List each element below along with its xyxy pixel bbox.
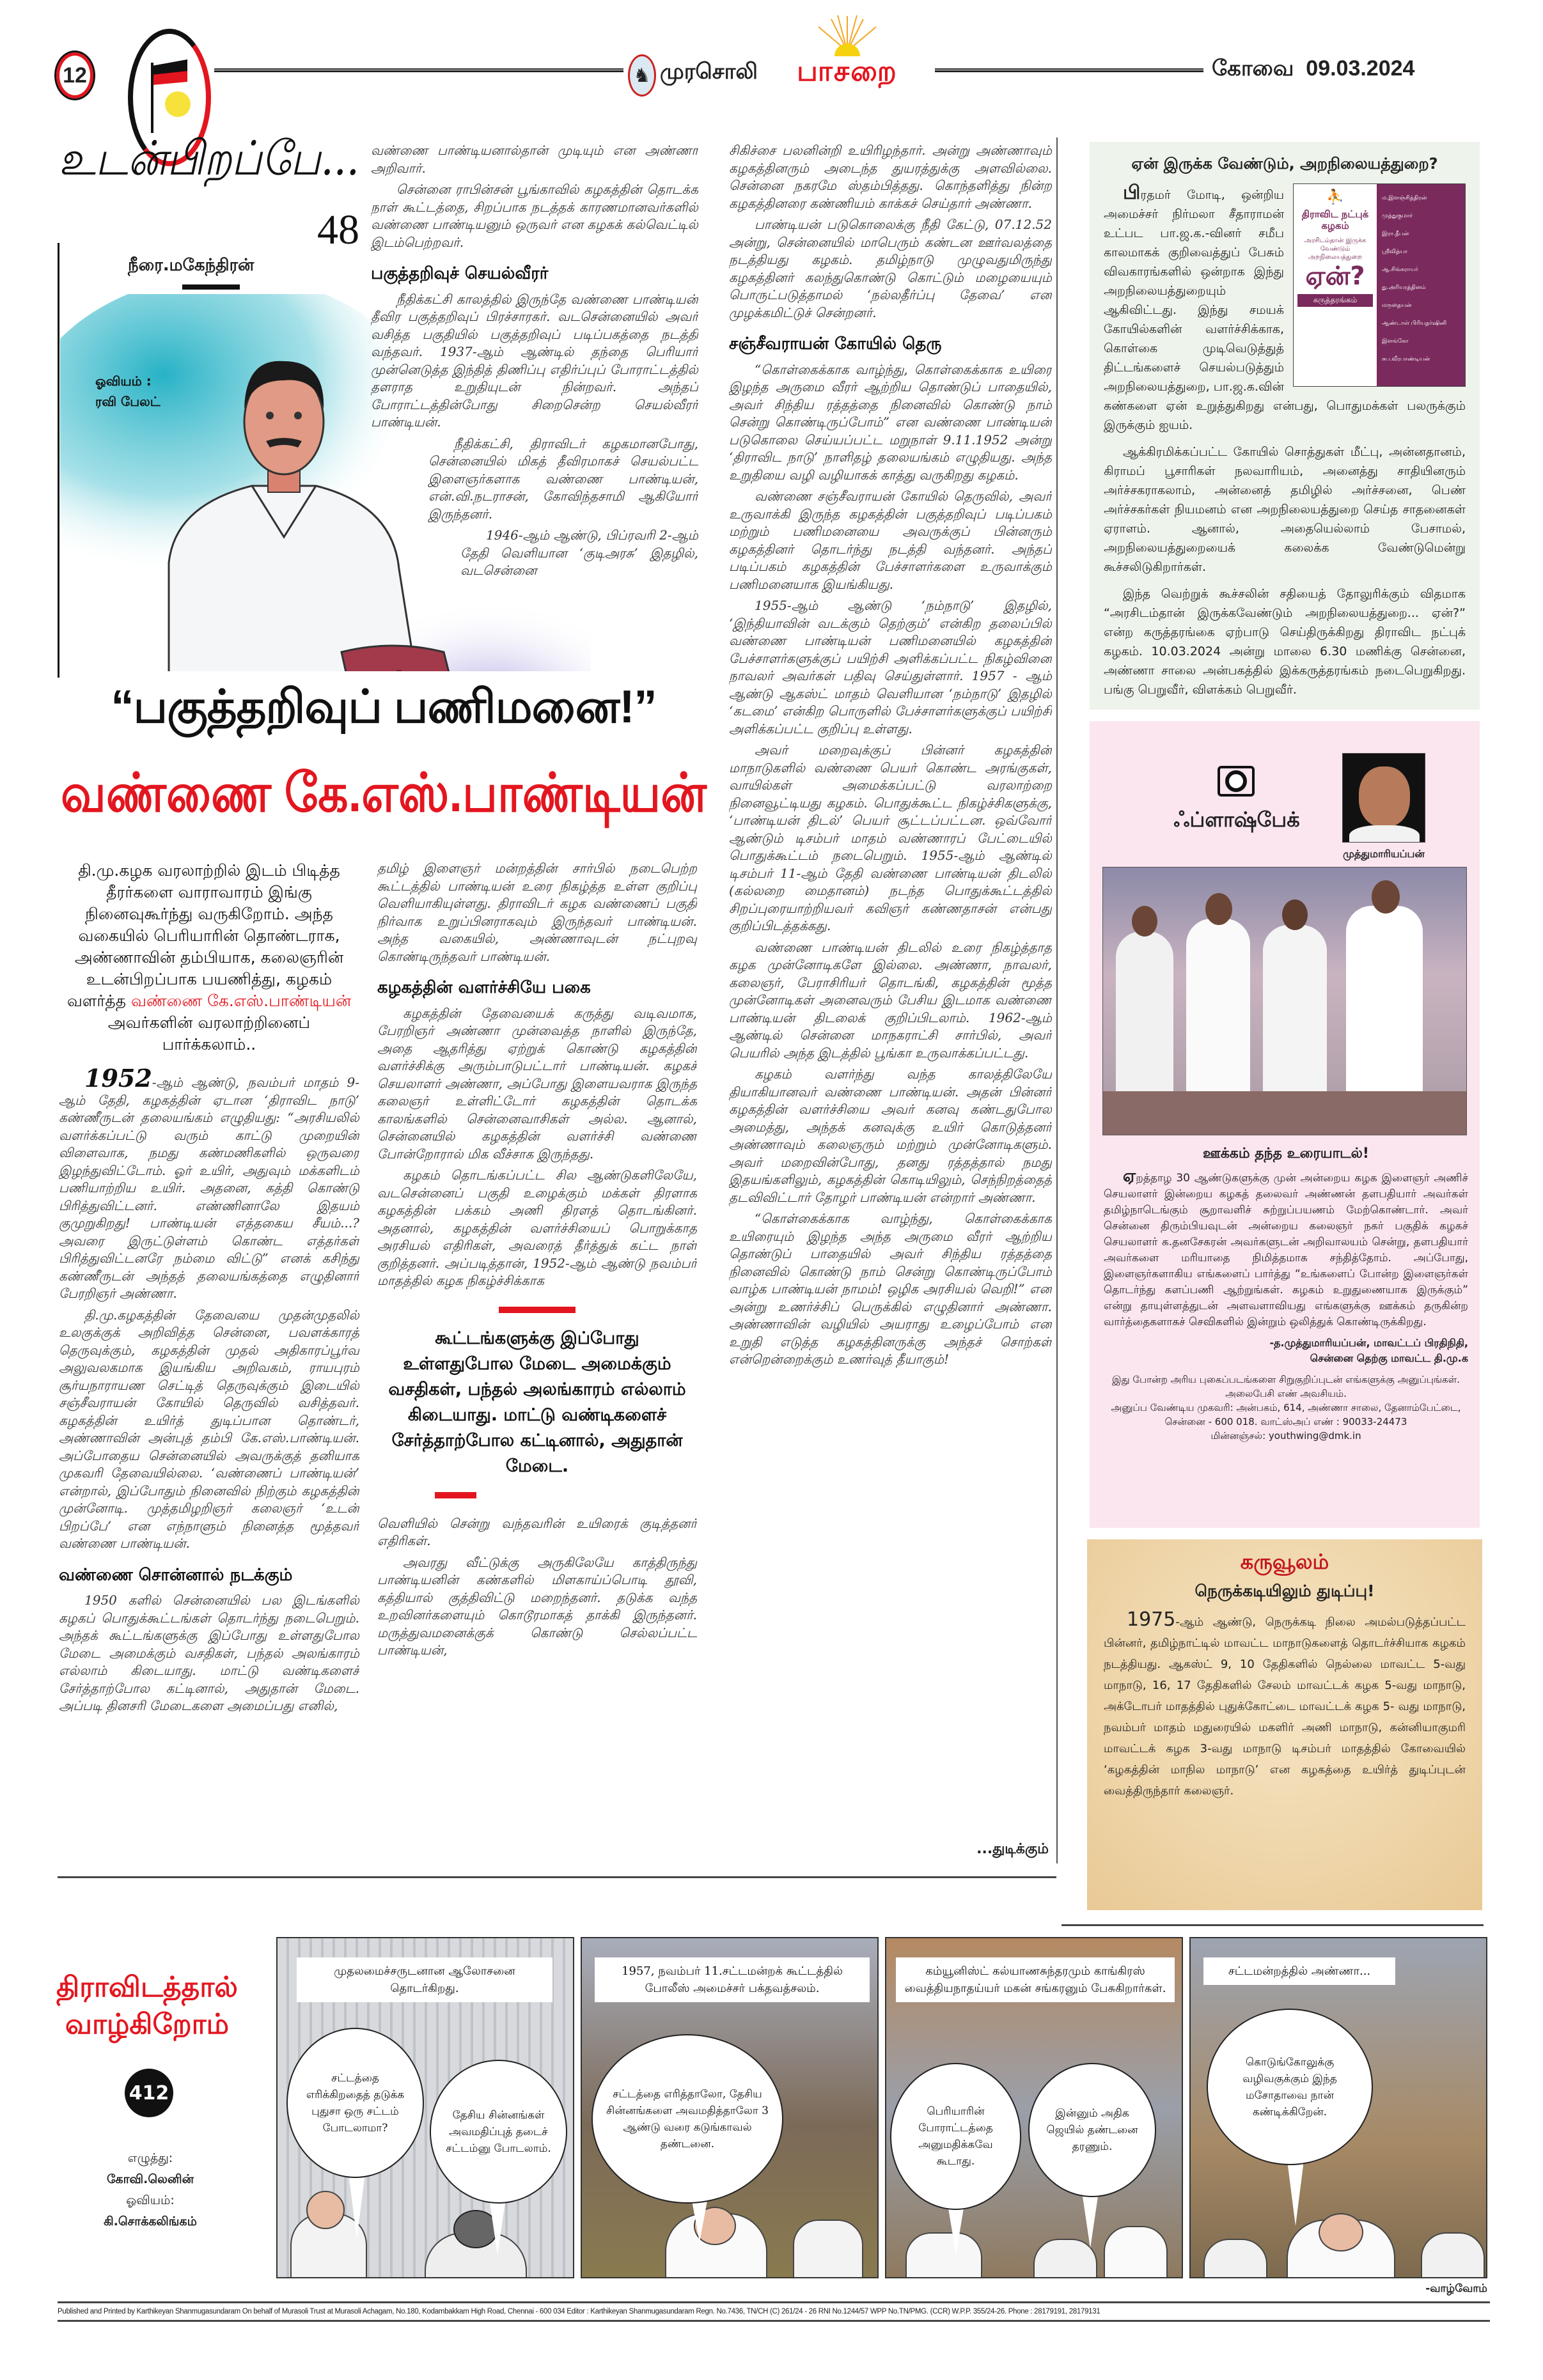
paper-name: முரசொலி <box>660 59 758 84</box>
intro-highlight: வண்ணை கே.எஸ்.பாண்டியன் <box>130 992 352 1010</box>
subheading: வண்ணை சொன்னால் நடக்கும் <box>59 1565 293 1585</box>
intro-blurb <box>59 860 359 1055</box>
article-column-2-flow <box>377 860 697 1870</box>
imprint-footer <box>58 2301 1490 2322</box>
paragraph-text: -ஆம் ஆண்டு, நவம்பர் மாதம் 9-ஆம் தேதி, கழகத்தின் ஏடான ‘திராவிட நாடு’ கண்ணீருடன் தலையங்கம் எழுதியது: “அரசியலில் வளர்க்கப்பட்டு வரும் காட்டு முறையின் விளைவாக, நமது கண்மணிகளில் ஒருவரை இழந்துவிட்டோம். ஓர் உயிர், அதுவும் மக்களிடம் பணியாற்றிய உயிர். அதனை, கத்தி கொண்டு பிரித்துவிட்டனர். எண்ணினாலே இதயம் குமுறுகிறது! பாண்டியன் எத்தகைய சீயம்...? அவரை இருட்டுள்ளம் கொண்ட எத்தர்கள் பிரித்துவிட்டனரே நம்மை விட்டு” எனக் கசிந்து கண்ணீருடன் அந்தத் தலையங்கத்தை எழுதினார் பேரறிஞர் அண்ணா. <box>59 1075 359 1301</box>
panel-caption: 1957, நவம்பர் 11.சட்டமன்றக் கூட்டத்தில் போலீஸ் அமைச்சர் பக்தவத்சலம். <box>595 1957 870 2002</box>
episode-number: 48 <box>317 206 359 253</box>
pullquote-rule-top <box>499 1307 576 1313</box>
poster-speaker: து.அரியரத்தினம் <box>1382 284 1426 291</box>
date: 09.03.2024 <box>1306 56 1415 81</box>
signature-line: -த.முத்துமாரியப்பன், மாவட்டப் பிரதிநிதி, <box>1269 1337 1468 1349</box>
flashback-signature <box>1104 1335 1468 1366</box>
paragraph: தமிழ் இளைஞர் மன்றத்தின் சார்பில் நடைபெற்ற கூட்டத்தில் பாண்டியன் உரை நிகழ்த்த உள்ள குறிப்பு வெளியாகியுள்ளது. திராவிடர் கழக வண்ணைப் பகுதி நிர்வாக உறுப்பினராகவும் இருந்தவர் பாண்டியன். அந்த வகையில், அண்ணாவுடன் நட்புறவு கொண்டிருந்தவர் பாண்டியன். <box>377 860 697 964</box>
hrce-box <box>1090 142 1480 710</box>
episode-badge <box>125 2069 173 2117</box>
paragraph: பாண்டியன் படுகொலைக்கு நீதி கேட்டு, 07.12.52 அன்று, சென்னையில் மாபெரும் கண்டன ஊர்வலத்தை நடத்தியது கழகம். தமிழ்நாடு முழுவதுமிருந்து கழகத்தினர் கலந்துகொண்டு கொட்டும் மழையையும் பொருட்படுத்தாமல் ‘நல்லதீர்ப்பு தேவை’ என முழக்கமிட்டுச் சென்றனர். <box>729 217 1052 320</box>
paragraph: கழகம் வளர்ந்து வந்த காலத்திலேயே தியாகியானவர் வண்ணை பாண்டியன். அதன் பின்னர் கழகத்தின் வளர்ச்சியை அவர் கனவு கண்டதுபோல அமைத்து, அந்தக் கனவுக்கு உயிர் கொடுத்தனர் அண்ணாவும் கலைஞரும் மற்றும் முன்னோடிகளும். அவர் மறைவின்போது, தனது ரத்தத்தால் நமது இதயங்களிலும், கழகத்தின் கொடியிலும், செந்நிறத்தைத் தடவிவிட்டார் தோழர் பாண்டியன் என்றார் அண்ணா. <box>729 1066 1052 1205</box>
speech-bubble: தேசிய சின்னங்கள் அவமதிப்புத் தடைச் சட்டம்னு போடலாம். <box>430 2060 567 2204</box>
article-column-3 <box>729 142 1052 1836</box>
edition-date <box>1212 56 1484 84</box>
paragraph: 1955-ஆம் ஆண்டு ‘நம்நாடு’ இதழில், ‘இந்தியாவின் வடக்கும் தெற்கும்’ என்கிற தலைப்பில் வண்ணை பாண்டியன் பணிமனையில் கழகத்தின் பேச்சாளர்களுக்குப் பயிற்சி அளிக்கப்பட்ட நிகழ்வினை நாவலர் அவர்கள் பதிவு செய்துள்ளார். 1957 - ஆம் ஆண்டு ஆகஸ்ட் மாதம் வெளியான ‘நம்நாடு’ இதழில் ‘கடமை’ என்கிற பொருளில் பேச்சாளர்களுக்குப் பயிற்சி அளிக்கப்பட்ட குறிப்பு உள்ளது. <box>729 598 1052 736</box>
comic-figure <box>905 2232 982 2278</box>
comic-continued: -வாழ்வோம் <box>1425 2282 1487 2295</box>
pullquote: கூட்டங்களுக்கு இப்போது உள்ளதுபோல மேடை அமைக்கும் வசதிகள், பந்தல் அலங்காரம் எல்லாம் கிடையாது. மாட்டு வண்டிகளைச் சேர்த்தாற்போல கட்டினால், அதுதான் மேடை. <box>388 1328 686 1476</box>
comic-figure-head <box>453 2210 498 2248</box>
flashback-story <box>1104 1169 1468 1330</box>
article-column-2-top <box>371 142 698 669</box>
paragraph: சிகிச்சை பலனின்றி உயிரிழந்தார். அன்று அண்ணாவும் கழகத்தினரும் அடைந்த துயரத்துக்கு அளவில்லை. சென்னை நகரமே ஸ்தம்பித்தது. கொந்தளித்து நின்ற கழகத்தினரை கண்ணியம் காக்கச் செய்தார் அண்ணா. <box>729 143 1052 211</box>
poster-event: கருத்தரங்கம் <box>1297 294 1373 307</box>
mailing-address: அனுப்ப வேண்டிய முகவரி: அன்பகம், 614, அண்ணா சாலை, தேனாம்பேட்டை, சென்னை - 600 018. வாட்ஸ்அப் எண் : 90033-24473 <box>1111 1402 1461 1427</box>
byline-rule <box>182 284 240 290</box>
poster-speaker: ம.இளஞ்சித்திரன் <box>1382 195 1427 201</box>
page-number-badge <box>56 52 93 98</box>
paragraph: 1946-ஆம் ஆண்டு, பிப்ரவரி 2-ஆம் தேதி வெளியான ‘குடிஅரசு’ இதழில், வடசென்னை <box>460 527 698 578</box>
paragraph: இந்த வெற்றுக் கூச்சலின் சதியைத் தோலுரிக்கும் விதமாக “அரசிடம்தான் இருக்கவேண்டும் அறநிலையத்துறை... ஏன்?” என்ற கருத்தரங்கை ஏற்பாடு செய்திருக்கிறது திராவிட நட்புக் கழகம். 10.03.2024 அன்று மாலை 6.30 மணிக்கு சென்னை, அண்ணா சாலை அன்பகத்தில் இக்கருத்தரங்கம் நடைபெறுகிறது. பங்கு பெறுவீர், விளக்கம் பெறுவீர். <box>1104 587 1466 697</box>
speech-bubble: இன்னும் அதிக ஜெயில் தண்டனை தரணும். <box>1028 2063 1156 2197</box>
comic-figure <box>1421 2232 1485 2278</box>
illustration-frame-line <box>58 243 59 678</box>
column-divider <box>1056 137 1058 1863</box>
intro-text: தி.மு.கழக வரலாற்றில் இடம் பிடித்த தீரர்களை வாராவாரம் இங்கு நினைவுகூர்ந்து வருகிறோம். அந்த வகையில் பெரியாரின் தொண்டராக, அண்ணாவின் தம்பியாக, கலைஞரின் உடன்பிறப்பாக பயணித்து, கழகம் வளர்த்த <box>67 861 344 1010</box>
poster-tagline: அரசிடம்தான் இருக்க வேண்டும் அறநிலையத்துறை <box>1304 237 1367 261</box>
paragraph: நீதிக்கட்சி, திராவிடர் கழகமானபோது, சென்னையில் மிகத் தீவிரமாகச் செயல்பட்ட இளைஞர்களாக வண்ணை பாண்டியன், என்.வி.நடராசன், கோவிந்தசாமி ஆகியோர் இருந்தனர். <box>428 435 698 522</box>
subject-name-headline: வண்ணை கே.எஸ்.பாண்டியன் <box>61 763 707 823</box>
article-column-1 <box>59 1064 359 1715</box>
archive-title: கருவூலம் <box>1240 1550 1329 1574</box>
imprint-text: Published and Printed by Karthikeyan Shanmugasundaram On behalf of Murasoli Trust at Murasoli Achagam, No.180, Kodambakkam High Road, Chennai - 600 034 Editor : Karthikeyan Shanmugasundaram Regn. No.7436, TN/CH (C) 261/24 - 26 RNI No.1244/57 WPP No.TN/PMG. (CCR) W.P.P. 355/24-26. Phone : 28179191, 28179131 <box>58 2308 1100 2315</box>
comic-credits <box>61 2148 240 2232</box>
poster-org: திராவிட நட்புக் கழகம் <box>1301 208 1369 231</box>
subheading: சஞ்சீவராயன் கோயில் தெரு <box>729 334 942 354</box>
poster-speaker: ஸ்ரீவித்யா <box>1382 249 1408 255</box>
panel-caption: சட்டமன்றத்தில் அண்ணா... <box>1203 1957 1395 1985</box>
poster-question: ஏன்? <box>1305 261 1365 291</box>
speech-bubble: பெரியாரின் போராட்டத்தை அனுமதிக்கவே கூடாது. <box>890 2063 1021 2210</box>
right-column-rule <box>1061 1924 1484 1926</box>
poster-speaker: முத்துகுமார் <box>1382 213 1413 219</box>
lead-year: 1952 <box>84 1064 152 1093</box>
episode-number: 412 <box>129 2081 169 2104</box>
archive-body <box>1104 1609 1466 1801</box>
drop-cap: ஏ <box>1123 1167 1136 1186</box>
paragraph: கழகம் தொடங்கப்பட்ட சில ஆண்டுகளிலேயே, வடசென்னைப் பகுதி உழைக்கும் மக்கள் திரளாக கழகத்தின் பக்கம் அணி திரளத் தொடங்கினர். அதனால், கழகத்தின் வளர்ச்சியைப் பொறுக்காத அரசியல் எதிரிகள், அவரைத் தீர்த்துக் கட்ட நாள் குறித்தனர். அப்படித்தான், 1952-ஆம் ஆண்டு நவம்பர் மாதத்தில் கழக நிகழ்ச்சிக்காக <box>377 1167 697 1288</box>
article-bottom-rule <box>58 1876 1056 1878</box>
paragraph: சென்னை ராபின்சன் பூங்காவில் கழகத்தின் தொடக்க நாள் கூட்டத்தை, சிறப்பாக நடத்தக் காரணமானவர்களில் வண்ணை பாண்டியனும் ஒருவர் என கழகக் கல்வெட்டில் இடம்பெற்றவர். <box>371 182 698 250</box>
archive-text: -ஆம் ஆண்டு, நெருக்கடி நிலை அமல்படுத்தப்பட்ட பின்னர், தமிழ்நாட்டில் மாவட்ட மாநாடுகளைத் தொடர்ச்சியாக கழகம் நடத்தியது. ஆகஸ்ட் 9, 10 தேதிகளில் நெல்லை மாவட்ட 5-வது மாநாடு, 16, 17 தேதிகளில் சேலம் மாவட்டக் கழக 5-வது மாநாடு, அக்டோபர் மாதத்தில் புதுக்கோட்டை மாவட்டக் கழக 5- வது மாநாடு, நவம்பர் மாதம் மதுரையில் மகளிர் அணி மாநாடு, கன்னியாகுமரி மாவட்டக் கழக 3-வது மாநாடு டிசம்பர் மாதத்தில் கோவையில் ‘கழகத்தின் மாநில மாநாடு’ என கழகத்தை உயிர்த் துடிப்புடன் வைத்திருந்தார் கலைஞர். <box>1104 1615 1466 1798</box>
email-address[interactable]: மின்னஞ்சல்: youthwing@dmk.in <box>1210 1430 1361 1442</box>
paragraph: நீதிக்கட்சி காலத்தில் இருந்தே வண்ணை பாண்டியன் தீவிர பகுத்தறிவுப் பிரச்சாரகர். வடசென்னையில் அவர் வசித்த பகுதியில் பகுத்தறிவுப் படிப்பகத்தை நடத்தி வந்தவர். 1937-ஆம் ஆண்டில் தந்தை பெரியார் முன்னெடுத்த இந்தித் திணிப்பு எதிர்ப்புப் போராட்டத்தில் தளராத உறுதியுடன் நின்றவர். அந்தப் போராட்டத்தின்போது சிறைசென்ற செயல்வீரர் பாண்டியன். <box>371 291 698 430</box>
paragraph-text: ரதமர் மோடி, ஒன்றிய அமைச்சர் நிர்மலா சீதாராமன் உட்பட பா.ஜ.க.-வினர் சமீப காலமாகக் குறிவைத்துப் பேசும் விவகாரங்களில் ஒன்றாக இந்து அறநிலையத்துறையும் ஆகிவிட்டது. இந்து சமயக் கோயில்களின் வளர்ச்சிக்காக, கொள்கை முடிவெடுத்துத் திட்டங்களைச் செயல்படுத்தும் அறநிலையத்துறை, பா.ஜ.க.வின் கண்களை ஏன் உறுத்துகிறது என்பது, பொதுமக்கள் பலருக்கும் இருக்கும் ஐயம். <box>1104 188 1466 432</box>
murasoli-emblem-icon: ♞ <box>628 54 656 97</box>
flashback-title: ஃப்ளாஷ்பேக் <box>1173 807 1300 832</box>
paragraph: வண்ணை சஞ்சீவராயன் கோயில் தெருவில், அவர் உருவாக்கி இருந்த கழகத்தின் பகுத்தறிவுப் படிப்பகம் மற்றும் பணிமனையை அவருக்குப் பின்னரும் கழகத்தினர் தொடர்ந்து நடத்தி வந்தனர். அந்தப் படிப்பகம் கழகத்தின் பேச்சாளர்களை உருவாக்கும் பணிமனையாக இயங்கியது. <box>729 488 1052 592</box>
subheading: கழகத்தின் வளர்ச்சியே பகை <box>377 978 591 997</box>
hrce-title: ஏன் இருக்க வேண்டும், அறநிலையத்துறை? <box>1131 155 1438 173</box>
speech-bubble: சட்டத்தை எரிக்கிறதைத் தடுக்க புதுசா ஒரு சட்டம் போடலாமா? <box>286 2028 424 2178</box>
archive-box <box>1087 1539 1482 1910</box>
poster-speaker: ஆ.சிங்கராயர் <box>1382 267 1418 273</box>
panel-caption: கம்யூனிஸ்ட் கல்யாணசுந்தரமும் காங்கிரஸ் வைத்தியநாதய்யர் மகன் சங்கரனும் பேசுகிறார்கள். <box>896 1957 1175 2002</box>
paragraph: கழகத்தின் தேவையைக் கருத்து வடிவமாக, பேரறிஞர் அண்ணா முன்வைத்த நாளில் இருந்தே, அதை ஆதரித்து ஏற்றுக் கொண்டு கழகத்தின் வளர்ச்சிக்கு அரும்பாடுபட்டார் பாண்டியன். கழகச் செயலாளர் அண்ணா, அப்போது இளையவராக இருந்த கலைஞர் உள்ளிட்டோர் கழகத்தின் தொடக்க காலங்களில் சென்னைவாசிகள் அல்ல. ஆனால், சென்னையில் கழகத்தின் வளர்ச்சி வண்ணை போன்றோரால் மிக வீச்சாக இருந்தது. <box>377 1005 697 1162</box>
paragraph: ஆக்கிரமிக்கப்பட்ட கோயில் சொத்துகள் மீட்பு, அன்னதானம், கிராமப் பூசாரிகள் நலவாரியம், அனைத்து சாதியினரும் அர்ச்சகராகலாம், அன்னைத் தமிழில் அர்ச்சனை, பெண் அர்ச்சகர்கள் நியமனம் என அறநிலையத்துறை செய்த சாதனைகள் ஏராளம். ஆனால், அதையெல்லாம் பேசாமல், அறநிலையத்துறையைக் கலைக்க வேண்டுமென்று கூச்சலிடுகிறார்கள். <box>1104 445 1466 574</box>
comic-figure <box>793 2220 863 2278</box>
poster-logo-icon: ⛹ <box>1326 189 1344 205</box>
drop-cap: பி <box>1123 182 1141 204</box>
event-poster <box>1293 183 1466 387</box>
paragraph: அவரது வீட்டுக்கு அருகிலேயே காத்திருந்து பாண்டியனின் கண்களில் மிளகாய்ப்பொடி தூவி, கத்தியால் குத்திவிட்டு மறைந்தனர். தடுக்க வந்த உறவினர்களையும் கொடூரமாகத் தாக்கி இருந்தனர். மருத்துவமனைக்குக் கொண்டு செல்லப்பட்ட பாண்டியன், <box>377 1554 697 1658</box>
lead-year: 1975 <box>1127 1608 1176 1631</box>
poster-speaker: இரா.தீபன் <box>1382 231 1409 237</box>
artist-label: ஓவியம்: <box>126 2193 175 2207</box>
poster-speaker: மருதையன் <box>1382 302 1412 309</box>
signature-line: சென்னை தெற்கு மாவட்ட தி.மு.க <box>1310 1352 1468 1364</box>
contributor-photo <box>1342 753 1425 843</box>
series-title: உடன்பிறப்பே... <box>59 131 359 186</box>
comic-figure <box>1203 2239 1267 2278</box>
byline: நீரை.மகேந்திரன் <box>128 256 255 275</box>
flashback-text-flow <box>1104 1146 1468 1523</box>
comic-figure-head <box>1319 2213 1363 2252</box>
headline: “பகுத்தறிவுப் பணிமனை!” <box>111 681 657 733</box>
panel-caption: முதலமைச்சருடனான ஆலோசனை தொடர்கிறது. <box>297 1957 552 2002</box>
flashback-story-title: ஊக்கம் தந்த உரையாடல்! <box>1203 1146 1369 1162</box>
paragraph: “கொள்கைக்காக வாழ்ந்து, கொள்கைக்காக உயிரையும் இழந்த அந்த அருமை வீரர் ஆற்றிய தொண்டுப் பாதையில் அவர் சிந்திய ரத்தத்தை நினைவில் கொண்டு நாம் சென்று கொண்டிருப்போம் வாழ்க பாண்டியன் நாமம்! ஒழிக அரசியல் வெறி!” என அன்று உணர்ச்சிப் பெருக்கில் எழுதினார் அண்ணா. அண்ணாவின் வழியில் அயராது உழைப்போம் என உறுதி எடுத்த கழகத்தினருக்கு அந்தச் சொற்கள் என்றென்றைக்கும் உணர்வுத் தீயாகும்! <box>729 1211 1052 1367</box>
paragraph <box>59 1064 359 1303</box>
poster-speaker: ஆண்டாள் பிரியதர்ஷினி <box>1382 320 1447 327</box>
writer-label: எழுத்து: <box>127 2151 173 2165</box>
paragraph: “கொள்கைக்காக வாழ்ந்து, கொள்கைக்காக உயிரை இழந்த அருமை வீரர் ஆற்றிய தொண்டுப் பாதையில், அவர் சிந்திய ரத்தத்தை நினைவில் கொண்டு நாம் சென்று கொண்டிருப்போம்” என வண்ணை பாண்டியன் படுகொலை செய்யப்பட்ட மறுநாள் 9.11.1952 அன்று ‘திராவிட நாடு’ நாளிதழ் தலையங்கம் எழுதியது. அந்த உறுதியை வழி வழியாகக் காத்து வருகிறது கழகம். <box>729 361 1052 483</box>
comic-figure <box>1104 2226 1168 2278</box>
illustration-credit <box>95 371 161 412</box>
flashback-photo <box>1102 867 1467 1135</box>
supplement-name: பாசறை <box>797 55 898 88</box>
comic-title <box>51 1969 243 2043</box>
pasarai-logo <box>764 13 930 102</box>
paragraph: வண்ணை பாண்டியன் திடலில் உரை நிகழ்த்தாத கழக முன்னோடிகளே இல்லை. அண்ணா, நாவலர், கலைஞர், பேராசிரியர் தொடங்கி, கழகத்தின் மூத்த முன்னோடிகள் அனைவரும் பேசிய இடமாக வண்ணை பாண்டியன் திடலைக் குறிப்பிடலாம். 1962-ஆம் ஆண்டில் சென்னை மாநகராட்சி சார்பில், அவர் பெயரில் அந்த இடத்தில் பூங்கா உருவாக்கப்பட்டது. <box>729 939 1052 1061</box>
poster-speakers <box>1377 184 1465 386</box>
paragraph: வண்ணை பாண்டியனால்தான் முடியும் என அண்ணா அறிவார். <box>371 143 698 176</box>
archive-subtitle: நெருக்கடியிலும் துடிப்பு! <box>1194 1582 1375 1600</box>
speech-bubble: சட்டத்தை எரித்தாலோ, தேசிய சின்னங்களை அவமதித்தாலோ 3 ஆண்டு வரை கடுங்காவல் தண்டனை. <box>591 2034 783 2204</box>
paragraph: வெளியில் சென்று வந்தவரின் உயிரைக் குடித்தனர் எதிரிகள். <box>377 1515 697 1548</box>
writer-name: கோவி.லெனின் <box>106 2172 194 2186</box>
paragraph: தி.மு.கழகத்தின் தேவையை முதன்முதலில் உலகுக்குக் அறிவித்த சென்னை, பவளக்காரத் தெருவுக்கும், கழகத்தின் முதல் அதிகாரப்பூர்வ அலுவலகமாக இயங்கிய அறிவகம், ராயபுரம் சூர்யநாராயண செட்டித் தெருவுக்கும் இடையில் சஞ்சீவராயன் கோயில் தெருவில் வசித்தவர். கழகத்தின் உயிர்த் துடிப்பான தொண்டர், அண்ணாவின் அன்புத் தம்பி கே.எஸ்.பாண்டியன். அப்போதைய சென்னையில் அவருக்குத் தனியாக முகவரி தேவையில்லை. ‘வண்ணைப் பாண்டியன்’ என்றால், இப்போதும் நினைவில் நிற்கும் கழகத்தின் முன்னோடி. முத்தமிழறிஞர் கலைஞர் ‘உடன் பிறப்பே’ என எந்நாளும் நினைத்த மூத்தவர் வண்ணை பாண்டியன். <box>59 1307 359 1551</box>
story-text: றத்தாழ 30 ஆண்டுகளுக்கு முன் அன்றைய கழக இளைஞர் அணிச் செயலாளர் இன்றைய கழகத் தலைவர் அண்ணன் தளபதியார் அவர்கள் தமிழ்நாடெங்கும் சூறாவளிச் சுற்றுப்பயணம் மேற்கொண்டார். அவர் சென்னை திரும்பியவுடன் அன்றைய கலைஞர் நகர் பகுதிக் கழகச் செயலாளர் க.தனசேகரன் அவர்களுடன் அறிவாலயம் சென்று, தளபதியார் அவர்களை மரியாதை நிமித்தமாக சந்தித்தோம். அப்போது, இளைஞர்களாகிய எங்களைப் பார்த்து “உங்களைப் போன்ற இளைஞர்கள் தொடர்ந்து களப்பணி ஆற்றுங்கள். கழகம் உறுதுணையாக இருக்கும்” என்று தாயுள்ளத்துடன் அளவளாவியது எங்களுக்கு ஊக்கம் தருகின்ற வார்த்தைகளாகச் செவிகளில் இன்றும் ஒலித்துக் கொண்டிருக்கிறது. <box>1104 1172 1468 1328</box>
camera-icon <box>1218 766 1255 797</box>
appeal-text: இது போன்ற அரிய புகைப்படங்களை சிறுகுறிப்புடன் எங்களுக்கு அனுப்புங்கள். அலைபேசி எண் அவசியம். <box>1112 1374 1460 1399</box>
contributor-name: முத்துமாரியப்பன் <box>1343 848 1425 860</box>
speech-bubble: கொடுங்கோலுக்கு வழிவகுக்கும் இந்த மசோதாவை நான் கண்டிக்கிறேன். <box>1207 2009 1373 2165</box>
paragraph: அவர் மறைவுக்குப் பின்னர் கழகத்தின் மாநாடுகளில் வண்ணை பெயர் கொண்ட அரங்குகள், வாயில்கள் அமைக்கப்பட்டு வரலாற்றை நினைவூட்டியது கழகம். பொதுக்கூட்ட நிகழ்ச்சிகளுக்கு, ‘பாண்டியன் திடல்’ பெயர் சூட்டப்பட்டன. ஒவ்வோர் ஆண்டும் டிசம்பர் மாதம் வண்ணாரப் பேட்டையில் பொதுக்கூட்டம் நடைபெறும். 1955-ஆம் ஆண்டில் டிசம்பர் 11-ஆம் தேதி வண்ணை பாண்டியன் திடலில் (கல்லறை மைதானம்) நடந்த பொதுக்கூட்டத்தில் சிறப்புரையாற்றியவர் கவிஞர் கண்ணதாசன் என்பது குறிப்பிடத்தக்கது. <box>729 742 1052 933</box>
illustrator-name: ரவி பேலட் <box>95 394 161 409</box>
pullquote-rule-bottom <box>435 1492 476 1498</box>
page-number: 12 <box>63 63 87 88</box>
intro-text-end: அவர்களின் வரலாற்றினைப் பார்க்கலாம்.. <box>107 1013 311 1054</box>
submission-appeal <box>1104 1373 1468 1443</box>
article-column-1-flow <box>59 860 359 1870</box>
comic-panel-3 <box>885 1937 1183 2278</box>
header-rule-left <box>214 68 623 72</box>
poster-speaker: இளங்கோ <box>1382 338 1409 345</box>
edition: கோவை <box>1212 56 1294 81</box>
poster-left <box>1294 184 1377 386</box>
bubble-tail <box>1287 2156 1304 2226</box>
illustration-label: ஓவியம் : <box>95 373 152 389</box>
poster-speaker: சுப.வீரபாண்டியன் <box>1382 356 1430 362</box>
artist-name: கி.சொக்கலிங்கம் <box>104 2214 197 2228</box>
subheading: பகுத்தறிவுச் செயல்வீரர் <box>371 264 549 283</box>
flashback-box <box>1090 721 1480 1528</box>
comic-figure <box>1033 2239 1097 2278</box>
comic-panel-4 <box>1189 1937 1487 2278</box>
paragraph: 1950 களில் சென்னையில் பல இடங்களில் கழகப் பொதுக்கூட்டங்கள் தொடர்ந்து நடைபெறும். அந்தக் கூட்டங்களுக்கு இப்போது உள்ளதுபோல மேடை அமைக்கும் வசதிகள், பந்தல் அலங்காரம் எல்லாம் கிடையாது. மாட்டு வண்டிகளைச் சேர்த்தாற்போல கட்டினால், அதுதான் மேடை. அப்படி தினசரி மேடைகளை அமைப்பது எனில், <box>59 1592 359 1713</box>
comic-panel-1 <box>276 1937 574 2278</box>
comic-title-line: வாழ்கிறோம் <box>65 2009 230 2040</box>
comic-title-line: திராவிடத்தால் <box>56 1972 238 2003</box>
comic-figure-head <box>306 2191 345 2229</box>
comic-panel-2 <box>581 1937 879 2278</box>
continued-marker: ...துடிக்கும் <box>976 1841 1049 1857</box>
header-rule-right <box>935 68 1203 72</box>
